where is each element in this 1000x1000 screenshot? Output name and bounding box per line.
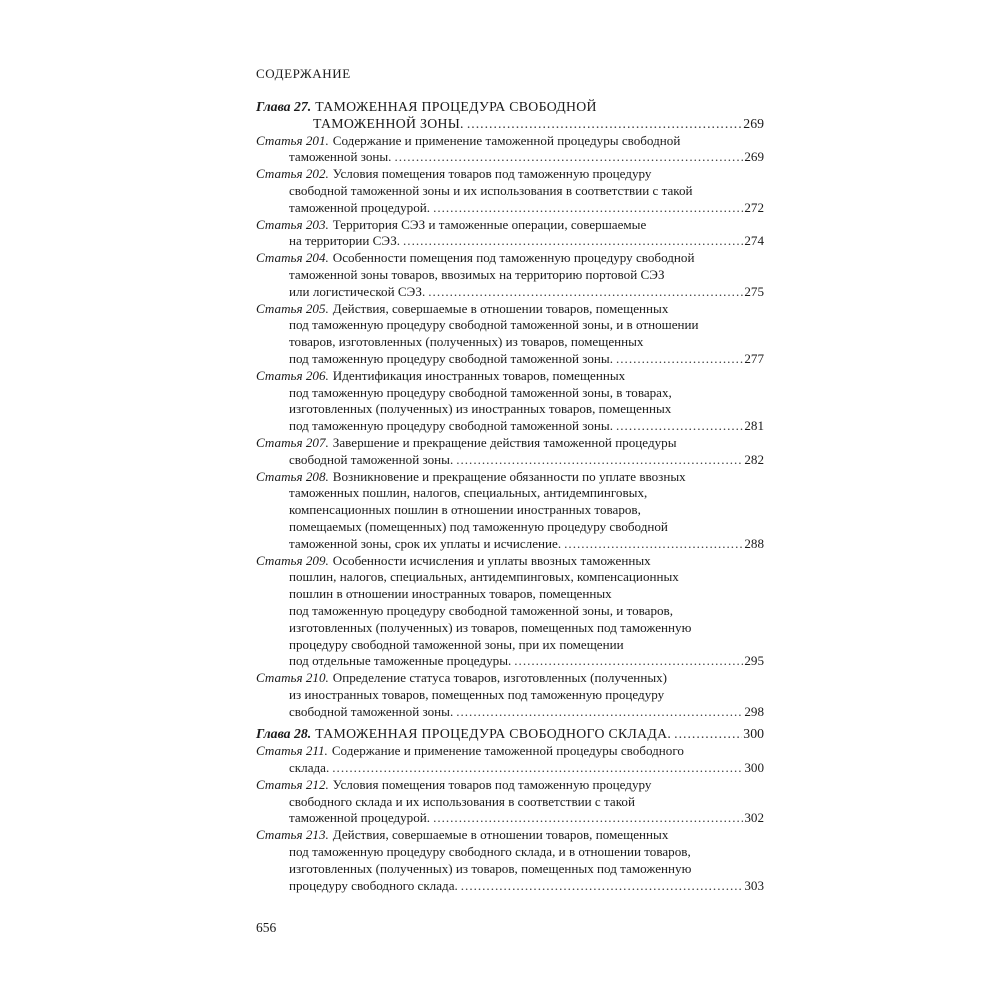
entry-text: Особенности помещения под таможенную процедуру свободной <box>332 250 695 266</box>
leader-dots <box>514 653 743 670</box>
entry-text: процедуру свободной таможенной зоны, при их помещении <box>289 636 624 652</box>
leader-dots <box>456 704 743 721</box>
entry-text: под таможенную процедуру свободной таможенной зоны. <box>289 418 613 434</box>
page-header: СОДЕРЖАНИЕ <box>256 66 351 81</box>
chapter-title-line: ТАМОЖЕННАЯ ПРОЦЕДУРА СВОБОДНОЙ <box>315 99 597 114</box>
article-label: Статья 203. <box>256 216 329 232</box>
entry-text: Идентификация иностранных товаров, помещенных <box>332 367 626 383</box>
entry-text: пошлин в отношении иностранных товаров, помещенных <box>289 586 612 602</box>
page-ref[interactable]: 302 <box>744 810 764 826</box>
leader-dots <box>332 760 743 777</box>
toc-entry-article-211[interactable] <box>256 743 764 777</box>
article-label: Статья 208. <box>256 468 329 484</box>
entry-text: Содержание и применение таможенной процедуры свободной <box>332 132 681 148</box>
article-label: Статья 201. <box>256 132 329 148</box>
entry-text: Содержание и применение таможенной процедуры свободного <box>331 743 684 759</box>
toc-entry-article-204[interactable] <box>256 250 764 300</box>
toc-entry-article-212[interactable] <box>256 777 764 827</box>
toc-entry-article-209[interactable] <box>256 553 764 671</box>
entry-text: Действия, совершаемые в отношении товаров, помещенных <box>332 300 669 316</box>
entry-text: товаров, изготовленных (полученных) из товаров, помещенных <box>289 334 644 350</box>
leader-dots <box>433 810 743 827</box>
article-label: Статья 209. <box>256 552 329 568</box>
entry-text: Условия помещения товаров под таможенную процедуру <box>332 776 652 792</box>
article-label: Статья 210. <box>256 670 329 686</box>
entry-text: Возникновение и прекращение обязанности по уплате ввозных <box>332 468 686 484</box>
leader-dots <box>461 878 744 895</box>
page-ref[interactable]: 275 <box>744 283 764 299</box>
entry-text: пошлин, налогов, специальных, антидемпинговых, компенсационных <box>289 569 679 585</box>
entry-text: из иностранных товаров, помещенных под таможенную процедуру <box>289 686 665 702</box>
article-label: Статья 212. <box>256 776 329 792</box>
toc-entry-article-210[interactable] <box>256 670 764 720</box>
leader-dots <box>616 418 743 435</box>
entry-text: свободной таможенной зоны. <box>289 451 454 467</box>
page-ref[interactable]: 269 <box>744 149 764 165</box>
entry-text: процедуру свободного склада. <box>289 877 458 893</box>
article-label: Статья 213. <box>256 827 329 843</box>
entry-text: Территория СЭЗ и таможенные операции, совершаемые <box>332 216 647 232</box>
article-label: Статья 202. <box>256 166 329 182</box>
entry-text: изготовленных (полученных) из иностранных товаров, помещенных <box>289 401 672 417</box>
page-ref[interactable]: 300 <box>743 726 764 742</box>
entry-text: изготовленных (полученных) из товаров, помещенных под таможенную <box>289 860 692 876</box>
page-ref[interactable]: 298 <box>744 703 764 719</box>
toc-entry-article-213[interactable] <box>256 827 764 894</box>
page-number: 656 <box>256 920 277 935</box>
chapter-label: Глава 28. <box>256 726 312 742</box>
entry-text: под таможенную процедуру свободной таможенной зоны, и товаров, <box>289 602 674 618</box>
chapter-title-line: ТАМОЖЕННОЙ ЗОНЫ. <box>313 115 464 131</box>
toc-entry-article-207[interactable] <box>256 435 764 469</box>
entry-text: под отдельные таможенные процедуры. <box>289 653 512 669</box>
entry-text: под таможенную процедуру свободной таможенной зоны, и в отношении <box>289 317 699 333</box>
entry-text: таможенной процедурой. <box>289 810 431 826</box>
toc-entry-article-206[interactable] <box>256 368 764 435</box>
toc-entry-article-208[interactable] <box>256 469 764 553</box>
article-label: Статья 205. <box>256 300 329 316</box>
entry-text: свободного склада и их использования в соответствии с такой <box>289 793 635 809</box>
page-ref[interactable]: 295 <box>744 653 764 669</box>
chapter-28 <box>256 726 764 894</box>
entry-text: склада. <box>289 760 330 776</box>
entry-text: под таможенную процедуру свободной таможенной зоны, в товарах, <box>289 384 672 400</box>
page-ref[interactable]: 282 <box>744 451 764 467</box>
entry-text: таможенной процедурой. <box>289 199 431 215</box>
entry-text: под таможенную процедуру свободного склада, и в отношении товаров, <box>289 844 691 860</box>
entry-text: таможенной зоны товаров, ввозимых на территорию портовой СЭЗ <box>289 266 665 282</box>
entry-text: под таможенную процедуру свободной таможенной зоны. <box>289 350 613 366</box>
toc-entry-article-205[interactable] <box>256 301 764 368</box>
entry-text: изготовленных (полученных) из товаров, помещенных под таможенную <box>289 619 692 635</box>
entry-text: Действия, совершаемые в отношении товаров, помещенных <box>332 827 669 843</box>
article-label: Статья 211. <box>256 743 328 759</box>
entry-text: таможенной зоны, срок их уплаты и исчисление. <box>289 535 562 551</box>
leader-dots <box>456 452 743 469</box>
page-ref[interactable]: 281 <box>744 418 764 434</box>
leader-dots <box>467 116 742 133</box>
toc-entry-article-201[interactable] <box>256 133 764 167</box>
leader-dots <box>403 233 743 250</box>
chapter-title <box>256 726 764 743</box>
table-of-contents <box>256 99 764 897</box>
entry-text: свободной таможенной зоны. <box>289 703 454 719</box>
chapter-title-line: ТАМОЖЕННАЯ ПРОЦЕДУРА СВОБОДНОГО СКЛАДА. <box>315 726 672 742</box>
page-ref[interactable]: 272 <box>744 199 764 215</box>
page-ref[interactable]: 269 <box>743 115 764 131</box>
leader-dots <box>616 351 743 368</box>
entry-text: Определение статуса товаров, изготовленных (полученных) <box>332 670 668 686</box>
entry-text: свободной таможенной зоны и их использования в соответствии с такой <box>289 182 693 198</box>
page-ref[interactable]: 274 <box>744 233 764 249</box>
leader-dots <box>428 284 743 301</box>
leader-dots <box>433 200 743 217</box>
page-ref[interactable]: 277 <box>744 350 764 366</box>
entry-text: таможенной зоны. <box>289 149 392 165</box>
entry-text: Условия помещения товаров под таможенную процедуру <box>332 166 652 182</box>
entry-text: помещаемых (помещенных) под таможенную процедуру свободной <box>289 518 668 534</box>
article-label: Статья 204. <box>256 250 329 266</box>
page-ref[interactable]: 288 <box>744 535 764 551</box>
toc-entry-article-203[interactable] <box>256 217 764 251</box>
chapter-label: Глава 27. <box>256 99 312 114</box>
article-label: Статья 206. <box>256 367 329 383</box>
entry-text: таможенных пошлин, налогов, специальных, антидемпинговых, <box>289 485 648 501</box>
entry-text: компенсационных пошлин в отношении иностранных товаров, <box>289 502 641 518</box>
chapter-27 <box>256 99 764 720</box>
entry-text: на территории СЭЗ. <box>289 233 401 249</box>
leader-dots <box>564 536 743 553</box>
toc-entry-article-202[interactable] <box>256 166 764 216</box>
entry-text: или логистической СЭЗ. <box>289 283 426 299</box>
leader-dots <box>394 149 743 166</box>
page-ref[interactable]: 303 <box>744 877 764 893</box>
leader-dots <box>674 726 742 743</box>
entry-text: Особенности исчисления и уплаты ввозных таможенных <box>332 552 651 568</box>
article-label: Статья 207. <box>256 434 329 450</box>
chapter-title <box>256 99 764 133</box>
entry-text: Завершение и прекращение действия таможенной процедуры <box>332 434 677 450</box>
page-ref[interactable]: 300 <box>744 760 764 776</box>
